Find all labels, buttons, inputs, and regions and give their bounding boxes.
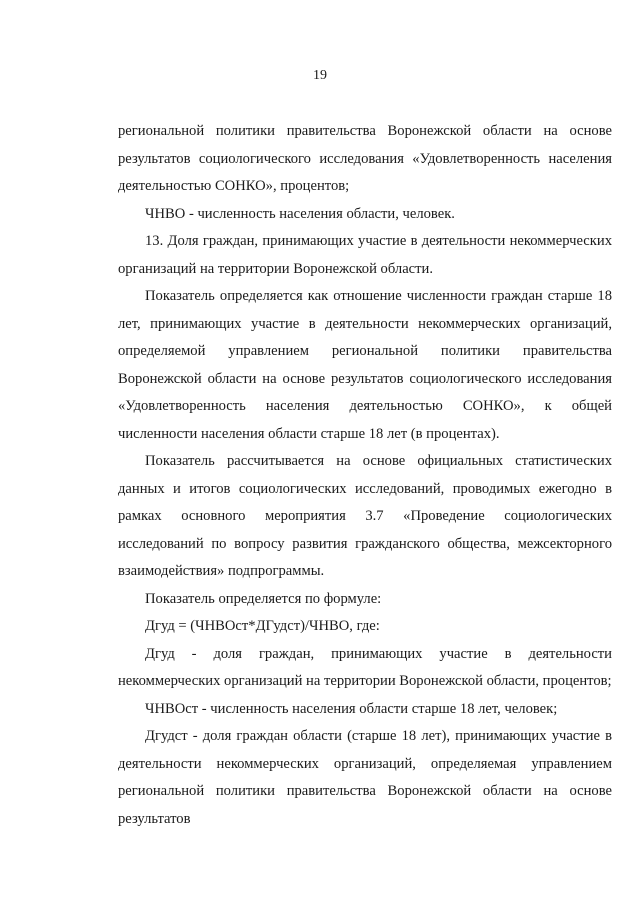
paragraph-formula-intro: Показатель определяется по формуле: [145, 590, 382, 607]
paragraph-chnvo-definition: ЧНВО - численность населения области, человек. [145, 205, 455, 222]
document-body [118, 118, 612, 833]
paragraph-chnvost-definition: ЧНВОст - численность населения области старше 18 лет, человек; [145, 700, 558, 717]
paragraph-dgud-definition: Дгуд - доля граждан, принимающих участие в деятельности некоммерческих организаций на территории Воронежской области, процентов; [118, 645, 612, 689]
paragraph-indicator-definition: Показатель определяется как отношение численности граждан старше 18 лет, принимающих участие в деятельности некоммерческих организаций, определяемой управлением региональной политики правительства Воронежской области на основе результатов социологического исследования «Удовлетворенность населения деятельностью СОНКО», к общей численности населения области старше 18 лет (в процентах). [118, 288, 612, 442]
paragraph-continuation: региональной политики правительства Воронежской области на основе результатов социологического исследования «Удовлетворенность населения деятельностью СОНКО», процентов; [118, 123, 612, 194]
paragraph-indicator-13-title: 13. Доля граждан, принимающих участие в деятельности некоммерческих организаций на территории Воронежской области. [118, 233, 612, 277]
paragraph-dgudst-definition: Дгудст - доля граждан области (старше 18 лет), принимающих участие в деятельности некоммерческих организаций, определяемая управлением региональной политики правительства Воронежской области на основе результатов [118, 728, 612, 827]
page-number: 19 [313, 68, 327, 83]
paragraph-formula: Дгуд = (ЧНВОст*ДГудст)/ЧНВО, где: [145, 618, 380, 634]
paragraph-indicator-calculation: Показатель рассчитывается на основе официальных статистических данных и итогов социологических исследований, проводимых ежегодно в рамках основного мероприятия 3.7 «Проведение социологических исследований по вопросу развития гражданского общества, межсекторного взаимодействия» подпрограммы. [118, 453, 612, 579]
